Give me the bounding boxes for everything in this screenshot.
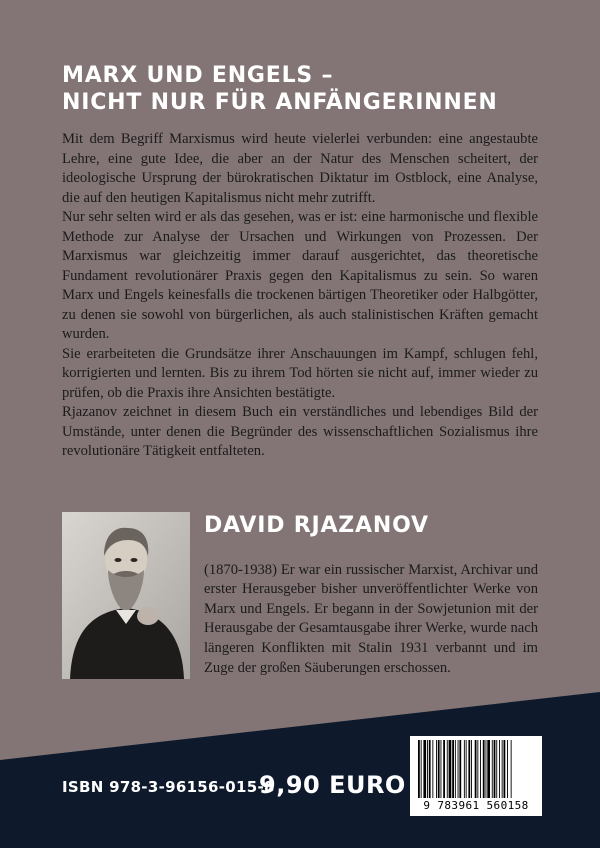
blurb <box>62 130 538 462</box>
barcode-bar <box>429 740 431 798</box>
barcode-bar <box>487 740 490 798</box>
barcode-bar <box>511 740 512 798</box>
barcode-bar <box>449 740 452 798</box>
barcode-bars <box>414 740 538 798</box>
barcode-bar <box>443 740 445 798</box>
barcode-bar <box>455 740 456 798</box>
barcode-bar <box>471 740 472 798</box>
author-name: DAVID RJAZANOV <box>204 513 429 538</box>
barcode-bar <box>468 740 470 798</box>
barcode-bar <box>441 740 442 798</box>
barcode <box>410 736 542 816</box>
barcode-bar <box>421 740 422 798</box>
barcode-bar <box>459 740 461 798</box>
price: 9,90 EURO <box>259 771 406 799</box>
barcode-bar <box>499 740 500 798</box>
barcode-bar <box>492 740 493 798</box>
barcode-bar <box>466 740 467 798</box>
barcode-bar <box>423 740 426 798</box>
barcode-bar <box>452 740 454 798</box>
author-portrait <box>62 512 190 679</box>
barcode-bar <box>475 740 477 798</box>
barcode-bar <box>496 740 497 798</box>
barcode-bar <box>504 740 506 798</box>
author-bio: (1870-1938) Er war ein russischer Marxist, Archivar und erster Herausgeber bisher unveröffentlichter Werke von Marx und Engels. Er begann in der Sowjetunion mit der Herausgabe der Gesamtausgabe ihrer Werke, wurde nach längeren Konflikten mit Stalin 1931 verbannt und im Zuge der großen Säuberungen erschossen. <box>204 561 538 676</box>
barcode-bar <box>477 740 478 798</box>
barcode-bar <box>436 740 437 798</box>
barcode-bar <box>480 740 481 798</box>
barcode-bar <box>447 740 448 798</box>
barcode-bar <box>438 740 440 798</box>
book-title-line1: MARX UND ENGELS – <box>62 63 334 88</box>
barcode-bar <box>427 740 428 798</box>
blurb-paragraph-1: Mit dem Begriff Marxismus wird heute vielerlei verbunden: eine angestaubte Lehre, eine gute Idee, die aber an der Natur des Menschen scheitert, der ideologische Ursprung der bürokratischen Diktatur im Ostblock, eine Analyse, die auf den heutigen Kapitalismus nicht mehr zutrifft. <box>62 131 538 206</box>
blurb-paragraph-3: Sie erarbeiteten die Grundsätze ihrer Anschauungen im Kampf, schlugen fehl, korrigierten und lernten. Bis zu ihrem Tod hörten sie nicht auf, immer wieder zu prüfen, ob die Praxis ihre Ansichten bestätigte. <box>62 345 538 401</box>
barcode-bar <box>483 740 485 798</box>
barcode-bar <box>418 740 420 798</box>
barcode-bar <box>464 740 465 798</box>
blurb-paragraph-2: Nur sehr selten wird er als das gesehen, was er ist: eine harmonische und flexible Methode zur Analyse der Ursachen und Wirkungen von Prozessen. Der Marxismus war gleichzeitig immer darauf ausgerichtet, das theoretische Fundament revolutionärer Praxis gegen den Kapitalismus zu sein. So waren Marx und Engels keinesfalls die trockenen bärtigen Theoretiker oder Halbgötter, zu denen sie sowohl von bürgerlichen, als auch stalinistischen Kräften gemacht wurden. <box>62 209 538 342</box>
blurb-paragraph-4: Rjazanov zeichnet in diesem Buch ein verständliches und lebendiges Bild der Umstände, unter denen die Begründer des wissenschaftlichen Sozialismus ihre revolutionäre Tätigkeit entfalteten. <box>62 404 538 459</box>
isbn: ISBN 978-3-96156-015-8 <box>62 778 275 796</box>
barcode-bar <box>494 740 496 798</box>
barcode-digits: 9 783961 560158 <box>423 799 529 812</box>
barcode-bar <box>432 740 433 798</box>
barcode-bar <box>502 740 503 798</box>
barcode-bar <box>486 740 487 798</box>
barcode-bar <box>507 740 508 798</box>
book-title <box>62 62 498 116</box>
barcode-bar <box>458 740 459 798</box>
book-title-line2: NICHT NUR FÜR ANFÄNGERINNEN <box>62 90 498 115</box>
